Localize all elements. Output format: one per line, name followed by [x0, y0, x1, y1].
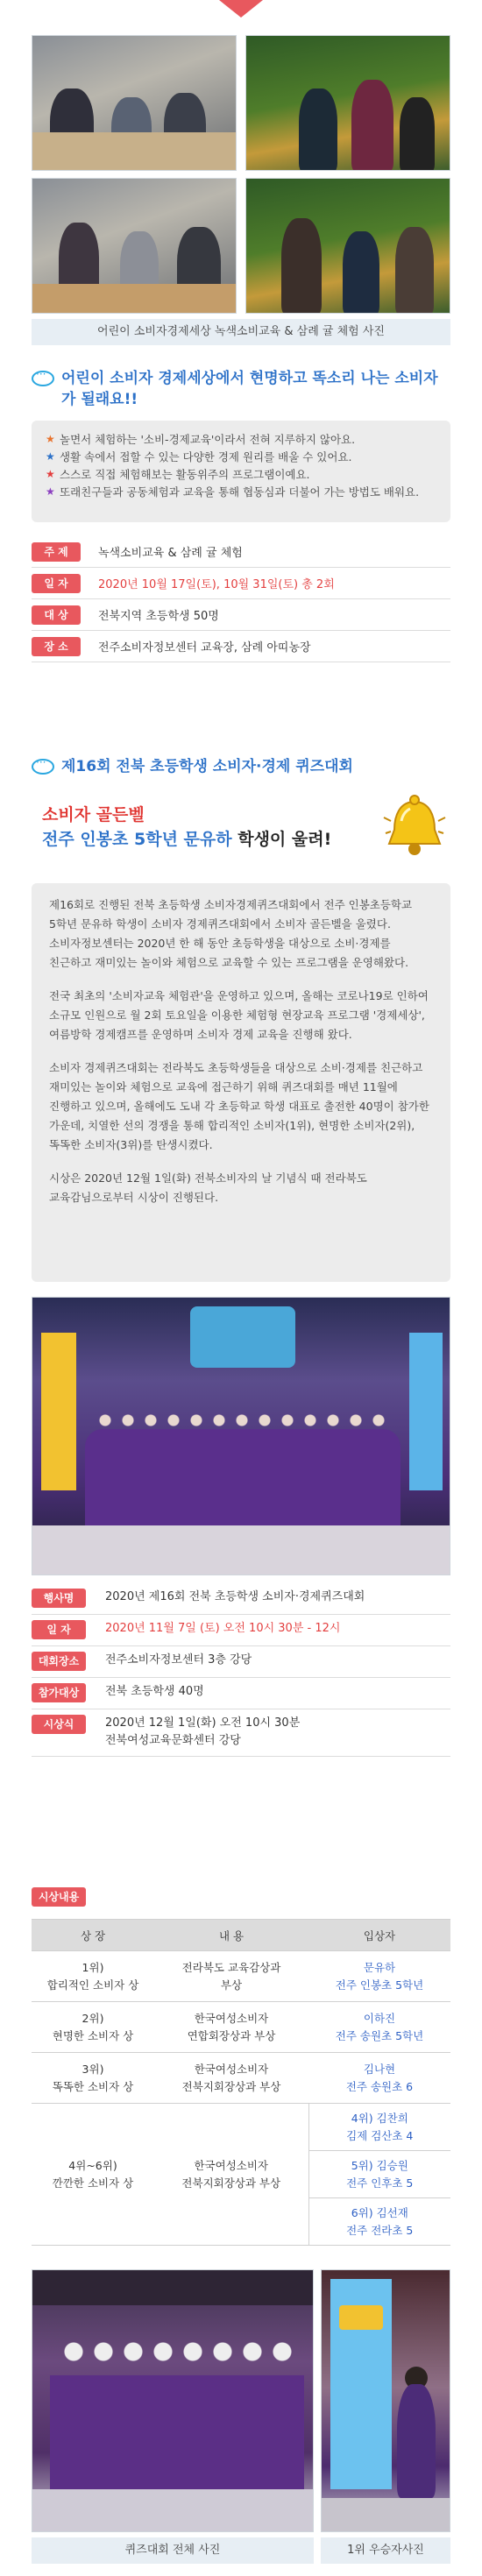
article-paragraph: 시상은 2020년 12월 1일(화) 전북소비자의 날 기념식 때 전라북도 교육감님으로부터 시상이 진행된다. [49, 1171, 367, 1204]
award-row [32, 2002, 450, 2053]
info-row [32, 1709, 450, 1757]
award-section-label: 시상내용 [32, 1887, 86, 1907]
info-value [105, 1715, 300, 1750]
speech-bubble-icon [32, 371, 54, 386]
photo-classroom-2 [32, 178, 237, 314]
award-prize-line: 현명한 소비자 상 [52, 2028, 134, 2042]
article-paragraph: 소비자 경제퀴즈대회는 전라북도 초등학생들을 대상으로 소비·경제를 친근하고 재미있는 놀이와 체험으로 교육에 접근하기 위해 퀴즈대회를 매년 11월에 진행하고 있으며, 올해에도 도내 각 초등학교 학생 대표로 출전한 40명이 참가한 가운데, 치열한 선의 경쟁을 통해 합리적인 소비자(1위), 현명한 소비자(2위), 똑똑한 소비자(3위)를 탄생시켰다. [49, 1061, 429, 1151]
info-value: 전주소비자정보센터 교육장, 삼례 아띠농장 [98, 641, 311, 655]
award-prize-line: 합리적인 소비자 상 [46, 1978, 139, 1992]
info-row [32, 1677, 450, 1709]
award-prize-line: 2위) [82, 2011, 104, 2025]
caption-winner-photo: 1위 우승자사진 [321, 2537, 450, 2564]
award-table [32, 1919, 450, 2246]
info-label: 대회장소 [32, 1652, 86, 1671]
award-prize-line: 깐깐한 소비자 상 [52, 2176, 134, 2190]
award-content-line: 한국여성소비자 [194, 2158, 269, 2172]
top-arrow-icon [219, 0, 263, 18]
info-value: 전북지역 초등학생 50명 [98, 610, 219, 623]
award-winner [308, 2002, 450, 2053]
award-prize-line: 똑똑한 소비자 상 [52, 2079, 134, 2093]
award-winner-line: 전주 인후초 5 [346, 2176, 414, 2190]
benefit-item [46, 484, 436, 500]
award-content-line: 한국여성소비자 [194, 2062, 269, 2076]
article-body [32, 883, 450, 1282]
benefit-item [46, 449, 436, 465]
award-content-line: 부상 [220, 1978, 243, 1992]
award-winner-line: 전주 전라초 5 [346, 2223, 414, 2237]
benefit-item [46, 466, 436, 483]
article-paragraph: 전국 최초의 '소비자교육 체험관'을 운영하고 있으며, 올해는 코로나19로 인하여 소규모 인원으로 월 2회 토요일을 이용한 체험형 현장교육 프로그램 '경제세상', 여름방학 경제캠프를 운영하며 소비자 경제 교육을 진행해 왔다. [49, 989, 429, 1041]
info-row [32, 536, 450, 568]
section1-heading [32, 368, 443, 410]
info-row [32, 631, 450, 662]
award-prize [32, 2053, 154, 2104]
star-icon: ★ [46, 468, 55, 480]
award-winner-line: 5위) 김승원 [351, 2158, 408, 2172]
award-winner-line: 4위) 김찬희 [351, 2111, 408, 2125]
award-winner [308, 2151, 450, 2198]
award-winner-line: 문유하 [363, 1960, 396, 1974]
photo-quiz-group [32, 1297, 450, 1575]
award-content [154, 2002, 308, 2053]
info-value-line: 전주소비자정보센터 3층 강당 [105, 1653, 252, 1667]
info-label: 장 소 [32, 637, 81, 656]
section2-title: 제16회 전북 초등학생 소비자·경제 퀴즈대회 [61, 758, 353, 775]
info-value [105, 1683, 204, 1701]
info-row [32, 599, 450, 631]
info-row [32, 1645, 450, 1678]
award-content-line: 전북지회장상과 부상 [181, 2176, 281, 2190]
info-value-line: 2020년 12월 1일(화) 오전 10시 30분 [105, 1716, 301, 1730]
section2-heading [32, 756, 443, 777]
photo-quiz-contest [32, 2269, 314, 2532]
th-winner: 입상자 [308, 1920, 450, 1951]
benefit-text: 스스로 직접 체험해보는 활동위주의 프로그램이예요. [60, 468, 310, 481]
golden-bell-headline [32, 802, 450, 889]
award-winner-line: 김제 검산초 4 [346, 2128, 414, 2142]
award-content [154, 2104, 308, 2246]
info-label: 일 자 [32, 574, 81, 593]
th-content: 내 용 [154, 1920, 308, 1951]
award-winner [308, 2104, 450, 2151]
award-row [32, 2104, 450, 2151]
speech-bubble-icon [32, 759, 54, 775]
info-value: 2020년 10월 17일(토), 10월 31일(토) 총 2회 [98, 578, 335, 591]
star-icon: ★ [46, 450, 55, 463]
article-paragraph: 제16회로 진행된 전북 초등학생 소비자경제퀴즈대회에서 전주 인봉초등학교 5학년 문유하 학생이 소비자 경제퀴즈대회에서 소비자 골든벨을 울렸다. 소비자정보센터는 2020년 한 해 동안 초등학생을 대상으로 소비·경제를 친근하고 재미있는 놀이와 체험으로 교육할 수 있는 프로그램을 운영해왔다. [49, 898, 413, 969]
info-row [32, 568, 450, 599]
award-row [32, 1951, 450, 2002]
award-content-line: 전라북도 교육감상과 [181, 1960, 281, 1974]
info-value-line: 전북여성교육문화센터 강당 [105, 1734, 241, 1747]
award-content-line: 연합회장상과 부상 [187, 2028, 276, 2042]
photo-winner [321, 2269, 450, 2532]
benefit-text: 놀면서 체험하는 '소비-경제교육'이라서 전혀 지루하지 않아요. [60, 433, 356, 446]
star-icon: ★ [46, 433, 55, 445]
info-value-line: 전북 초등학생 40명 [105, 1685, 204, 1698]
golden-bell-icon [382, 795, 447, 865]
award-row [32, 2053, 450, 2104]
award-winner [308, 1951, 450, 2002]
benefit-text: 생활 속에서 접할 수 있는 다양한 경제 원리를 배울 수 있어요. [60, 450, 352, 464]
award-winner [308, 2198, 450, 2246]
info-label: 참가대상 [32, 1683, 86, 1702]
award-winner-line: 전주 송원초 5학년 [335, 2028, 424, 2042]
award-winner-line: 김나현 [363, 2062, 396, 2076]
award-prize [32, 2002, 154, 2053]
photo-classroom-1 [32, 35, 237, 171]
award-winner-line: 6위) 김선재 [351, 2205, 408, 2219]
award-winner-line: 전주 송원초 6 [345, 2079, 414, 2093]
info-value: 녹색소비교육 & 삼례 귤 체험 [98, 547, 243, 560]
award-winner-line: 전주 인봉초 5학년 [335, 1978, 424, 1992]
info-label: 주 제 [32, 542, 81, 562]
award-content [154, 1951, 308, 2002]
info-label: 일 자 [32, 1620, 86, 1639]
award-prize-line: 1위) [82, 1960, 104, 1974]
caption-quiz-photo: 퀴즈대회 전체 사진 [32, 2537, 314, 2564]
photo-greenhouse [245, 178, 450, 314]
info-label: 대 상 [32, 605, 81, 625]
info-row [32, 1614, 450, 1646]
headline-winner: 전주 인봉초 5학년 문유하 학생이 울려! [42, 830, 332, 849]
info-value-line: 2020년 제16회 전북 초등학생 소비자·경제퀴즈대회 [105, 1590, 365, 1603]
info-value [105, 1620, 340, 1638]
award-content [154, 2053, 308, 2104]
award-content-line: 한국여성소비자 [194, 2011, 269, 2025]
info-row [32, 1582, 450, 1615]
award-content-line: 전북지회장상과 부상 [181, 2079, 281, 2093]
star-icon: ★ [46, 485, 55, 498]
headline-golden-bell: 소비자 골든벨 [42, 805, 145, 824]
info-label: 행사명 [32, 1589, 86, 1608]
benefit-item [46, 431, 436, 448]
award-prize-line: 3위) [82, 2062, 104, 2076]
info-value-line: 2020년 11월 7일 (토) 오전 10시 30분 - 12시 [105, 1622, 341, 1635]
info-label: 시상식 [32, 1715, 86, 1734]
award-prize [32, 1951, 154, 2002]
section1-title: 어린이 소비자 경제세상에서 현명하고 똑소리 나는 소비자가 될래요!! [61, 370, 438, 408]
benefit-text: 또래친구들과 공동체험과 교육을 통해 협동심과 더불어 가는 방법도 배워요. [60, 485, 420, 499]
photo-tangerine-orchard [245, 35, 450, 171]
award-prize [32, 2104, 154, 2246]
photo-caption: 어린이 소비자경제세상 녹색소비교육 & 삼례 귤 체험 사진 [32, 319, 450, 345]
th-prize: 상 장 [32, 1920, 154, 1951]
info-value [105, 1652, 252, 1669]
award-winner [308, 2053, 450, 2104]
award-winner-line: 이하진 [363, 2011, 396, 2025]
info-value [105, 1589, 365, 1606]
award-prize-line: 4위~6위) [68, 2158, 117, 2172]
benefit-list [32, 421, 450, 522]
